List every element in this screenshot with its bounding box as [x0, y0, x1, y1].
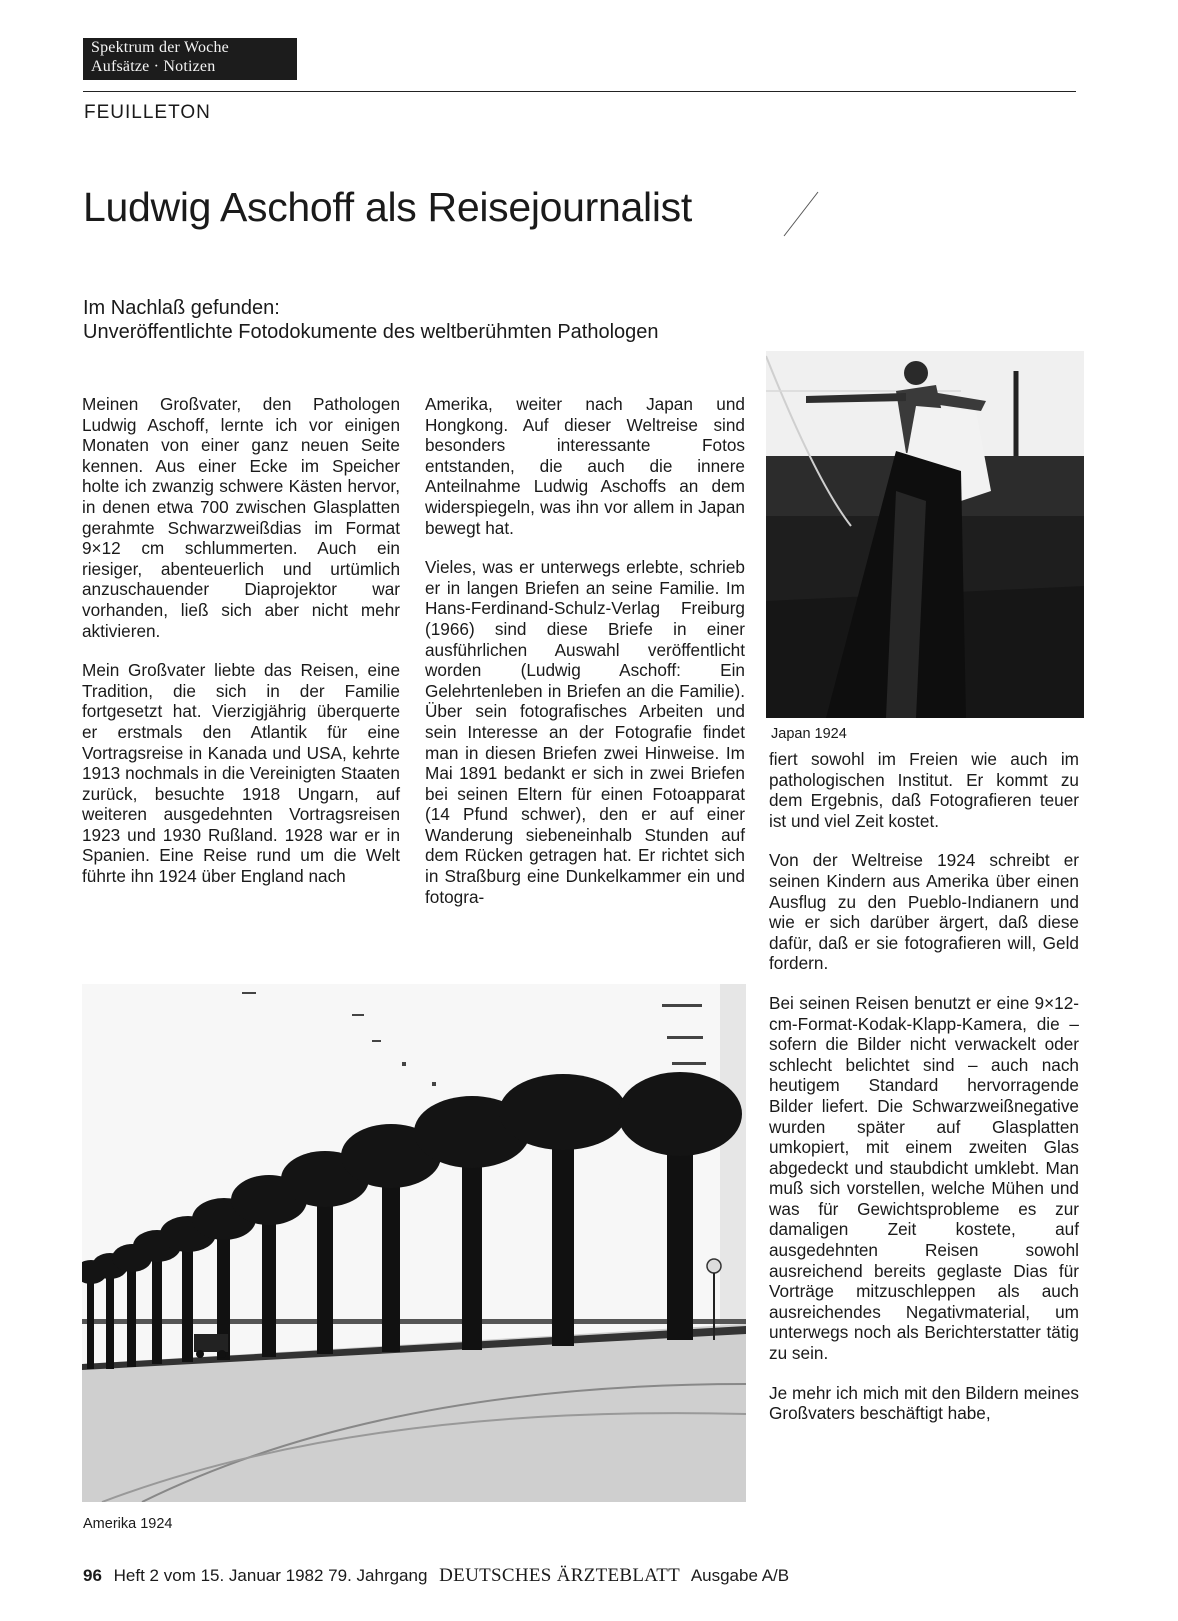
journal-name: DEUTSCHES ÄRZTEBLATT — [439, 1565, 681, 1586]
section-box-line2: Aufsätze · Notizen — [91, 58, 216, 75]
section-box — [83, 38, 297, 80]
paragraph: Vieles, was er unterwegs erlebte, schrieb er in langen Briefen an seine Familie. Im Hans-Ferdinand-Schulz-Verlag Freiburg (1966) sind diese Briefe in einer ausführlichen Auswahl veröffentlicht worden (Ludwig Aschoff: Ein Gelehrtenleben in Briefen an die Familie). Über sein fotografisches Arbeiten und sein Interesse an der Fotografie findet man in diesen Briefen zwei Hinweise. Im Mai 1891 bedankt er sich in zwei Briefen bei seinen Eltern für einen Fotoapparat (14 Pfund schwer), den er auf einer Wanderung siebeneinhalb Stunden auf dem Rücken getragen hat. Er richtet sich in Straßburg eine Dunkelkammer ein und fotogra- — [425, 557, 745, 907]
page-footer — [83, 1565, 796, 1587]
paragraph: Von der Weltreise 1924 schreibt er seinen Kindern aus Amerika über einen Ausflug zu den Pueblo-Indianern und wie er sich darüber ärgert, daß diese dafür, daß er sie fotografieren will, Geld fordern. — [769, 850, 1079, 974]
issue-info: Heft 2 vom 15. Januar 1982 79. Jahrgang — [113, 1566, 428, 1585]
deck — [83, 296, 659, 344]
kicker: FEUILLETON — [84, 102, 211, 123]
paragraph: Je mehr ich mich mit den Bildern meines Großvaters beschäftigt habe, — [769, 1382, 1079, 1424]
edition: Ausgabe A/B — [690, 1566, 790, 1585]
pen-mark — [780, 190, 820, 240]
paragraph: Mein Großvater liebte das Reisen, eine Tradition, die sich in der Familie fortgesetzt hat. Vierzigjährig überquerte er erstmals den Atlantik für eine Vortragsreise in Kanada und USA, kehrte 1913 nochmals in die Vereinigten Staaten zurück, besuchte 1918 Ungarn, auf weiteren ausgedehnten Vortragsreisen 1923 und 1930 Rußland. 1928 war er in Spanien. Eine Reise rund um die Welt führte ihn 1924 über England nach — [82, 660, 400, 887]
paragraph: Amerika, weiter nach Japan und Hongkong. Auf dieser Weltreise sind besonders interessante Fotos entstanden, die auch die innere Anteilnahme Ludwig Aschoffs an dem widerspiegeln, was ihn vor allem in Japan bewegt hat. — [425, 394, 745, 538]
top-rule — [83, 91, 1076, 92]
text-column-2 — [425, 394, 745, 926]
paragraph: fiert sowohl im Freien wie auch im pathologischen Institut. Er kommt zu dem Ergebnis, daß Fotografieren teuer ist und viel Zeit kostet. — [769, 749, 1079, 831]
deck-line1: Im Nachlaß gefunden: — [83, 297, 280, 319]
caption-japan: Japan 1924 — [771, 726, 847, 742]
photo-amerika-palm-avenue — [82, 984, 746, 1502]
photo-japan-archer — [766, 351, 1084, 718]
headline: Ludwig Aschoff als Reisejournalist — [83, 184, 692, 230]
paragraph: Bei seinen Reisen benutzt er eine 9×12-cm-Format-Kodak-Klapp-Kamera, die – sofern die Bilder nicht verwackelt oder schlecht belichtet sind – auch nach heutigem Standard hervorragende Bilder liefert. Die Schwarzweißnegative wurden später auf Glasplatten umkopiert, mit einem zweiten Glas abgedeckt und staubdicht umklebt. Man muß sich vorstellen, welche Mühen und was für Gewichtsprobleme es zur damaligen Zeit kostete, auf ausgedehnten Reisen sowohl ausreichend bereits geglaste Dias für Vorträge mitzuschleppen als auch ausreichendes Negativmaterial, um unterwegs noch als Berichterstatter tätig zu sein. — [769, 992, 1079, 1364]
text-column-3 — [769, 749, 1079, 1443]
deck-line2: Unveröffentlichte Fotodokumente des weltberühmten Pathologen — [83, 321, 659, 343]
caption-amerika: Amerika 1924 — [83, 1516, 173, 1532]
section-box-line1: Spektrum der Woche — [91, 39, 229, 56]
page-number: 96 — [83, 1566, 102, 1585]
paragraph: Meinen Großvater, den Pathologen Ludwig Aschoff, lernte ich vor einigen Monaten von einer ganz neuen Seite kennen. Aus einer Ecke im Speicher holte ich zwanzig schwere Kästen hervor, in denen etwa 700 zwischen Glasplatten gerahmte Schwarzweißdias im Format 9×12 cm schlummerten. Auch ein riesiger, abenteuerlich und urtümlich anzuschauender Diaprojektor war vorhanden, ließ sich aber nicht mehr aktivieren. — [82, 394, 400, 641]
text-column-1 — [82, 394, 400, 906]
